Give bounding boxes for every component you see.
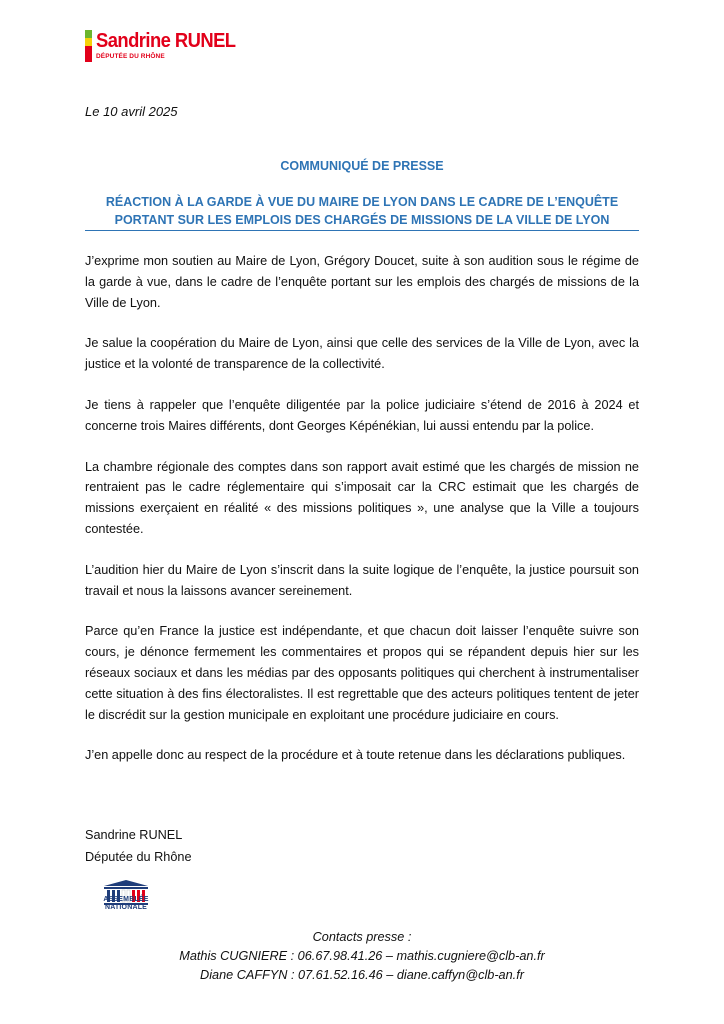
press-release-title — [85, 193, 639, 229]
assemblee-line-1: ASSEMBLÉE — [103, 896, 149, 903]
logo-subtitle: DÉPUTÉE DU RHÔNE — [96, 53, 165, 60]
signature-name: Sandrine RUNEL — [85, 828, 183, 842]
contact-line-2: Diane CAFFYN : 07.61.52.16.46 – diane.caffyn@clb-an.fr — [200, 968, 524, 982]
assemblee-nationale-label — [94, 896, 158, 912]
paragraph-5: L’audition hier du Maire de Lyon s’inscrit dans la suite logique de l’enquête, la justice poursuit son travail et nous la laissons avancer sereinement. — [85, 562, 639, 598]
paragraph-4: La chambre régionale des comptes dans son rapport avait estimé que les chargés de mission ne rentraient pas le cadre réglementaire qui s’imposait car la CRC estimait que les chargés de missions exerçaient en réalité « des missions politiques », une analyse que la Ville a toujours contestée. — [85, 459, 639, 536]
signature-block — [85, 824, 192, 868]
contact-line-1: Mathis CUGNIERE : 06.67.98.41.26 – mathis.cugniere@clb-an.fr — [179, 949, 545, 963]
logo-bar-red — [85, 46, 92, 62]
logo-name: Sandrine RUNEL — [96, 30, 236, 52]
paragraph-3: Je tiens à rappeler que l’enquête diligentée par la police judiciaire s’étend de 2016 à 2024 et concerne trois Maires différents, dont Georges Képénékian, lui aussi entendu par la police. — [85, 397, 639, 433]
title-line-2: PORTANT SUR LES EMPLOIS DES CHARGÉS DE MISSIONS DE LA VILLE DE LYON — [114, 213, 610, 227]
logo-bar-yellow — [85, 38, 92, 46]
paragraph-6: Parce qu’en France la justice est indépendante, et que chacun doit laisser l’enquête suivre son cours, je dénonce fermement les commentaires et propos qui se répandent depuis hier sur les réseaux sociaux et dans les médias par des opposants politiques qui cherchent à instrumentaliser cette situation à des fins électoralistes. Il est regrettable que des acteurs politiques tentent de jeter le discrédit sur la gestion municipale en exploitant une procédure judiciaire en cours. — [85, 624, 639, 722]
paragraph-7: J’en appelle donc au respect de la procédure et à toute retenue dans les déclarations publiques. — [85, 748, 626, 763]
title-underline — [85, 230, 639, 231]
logo-bar-green — [85, 30, 92, 38]
paragraph-2: Je salue la coopération du Maire de Lyon, ainsi que celle des services de la Ville de Lyon, avec la justice et la volonté de transparence de la collectivité. — [85, 336, 639, 372]
press-release-label: COMMUNIQUÉ DE PRESSE — [280, 159, 444, 173]
logo-color-bars — [85, 30, 92, 62]
press-contacts — [85, 928, 639, 985]
contacts-label: Contacts presse : — [312, 930, 412, 944]
body-text — [85, 251, 639, 786]
paragraph-1: J’exprime mon soutien au Maire de Lyon, Grégory Doucet, suite à son audition sous le régime de la garde à vue, dans le cadre de l’enquête portant sur les emplois des chargés de missions de la Ville de Lyon. — [85, 254, 639, 310]
signature-title: Députée du Rhône — [85, 850, 192, 864]
document-date: Le 10 avril 2025 — [85, 104, 178, 119]
assemblee-line-2: NATIONALE — [104, 904, 148, 911]
title-line-1: RÉACTION À LA GARDE À VUE DU MAIRE DE LYON DANS LE CADRE DE L’ENQUÊTE — [105, 195, 619, 209]
